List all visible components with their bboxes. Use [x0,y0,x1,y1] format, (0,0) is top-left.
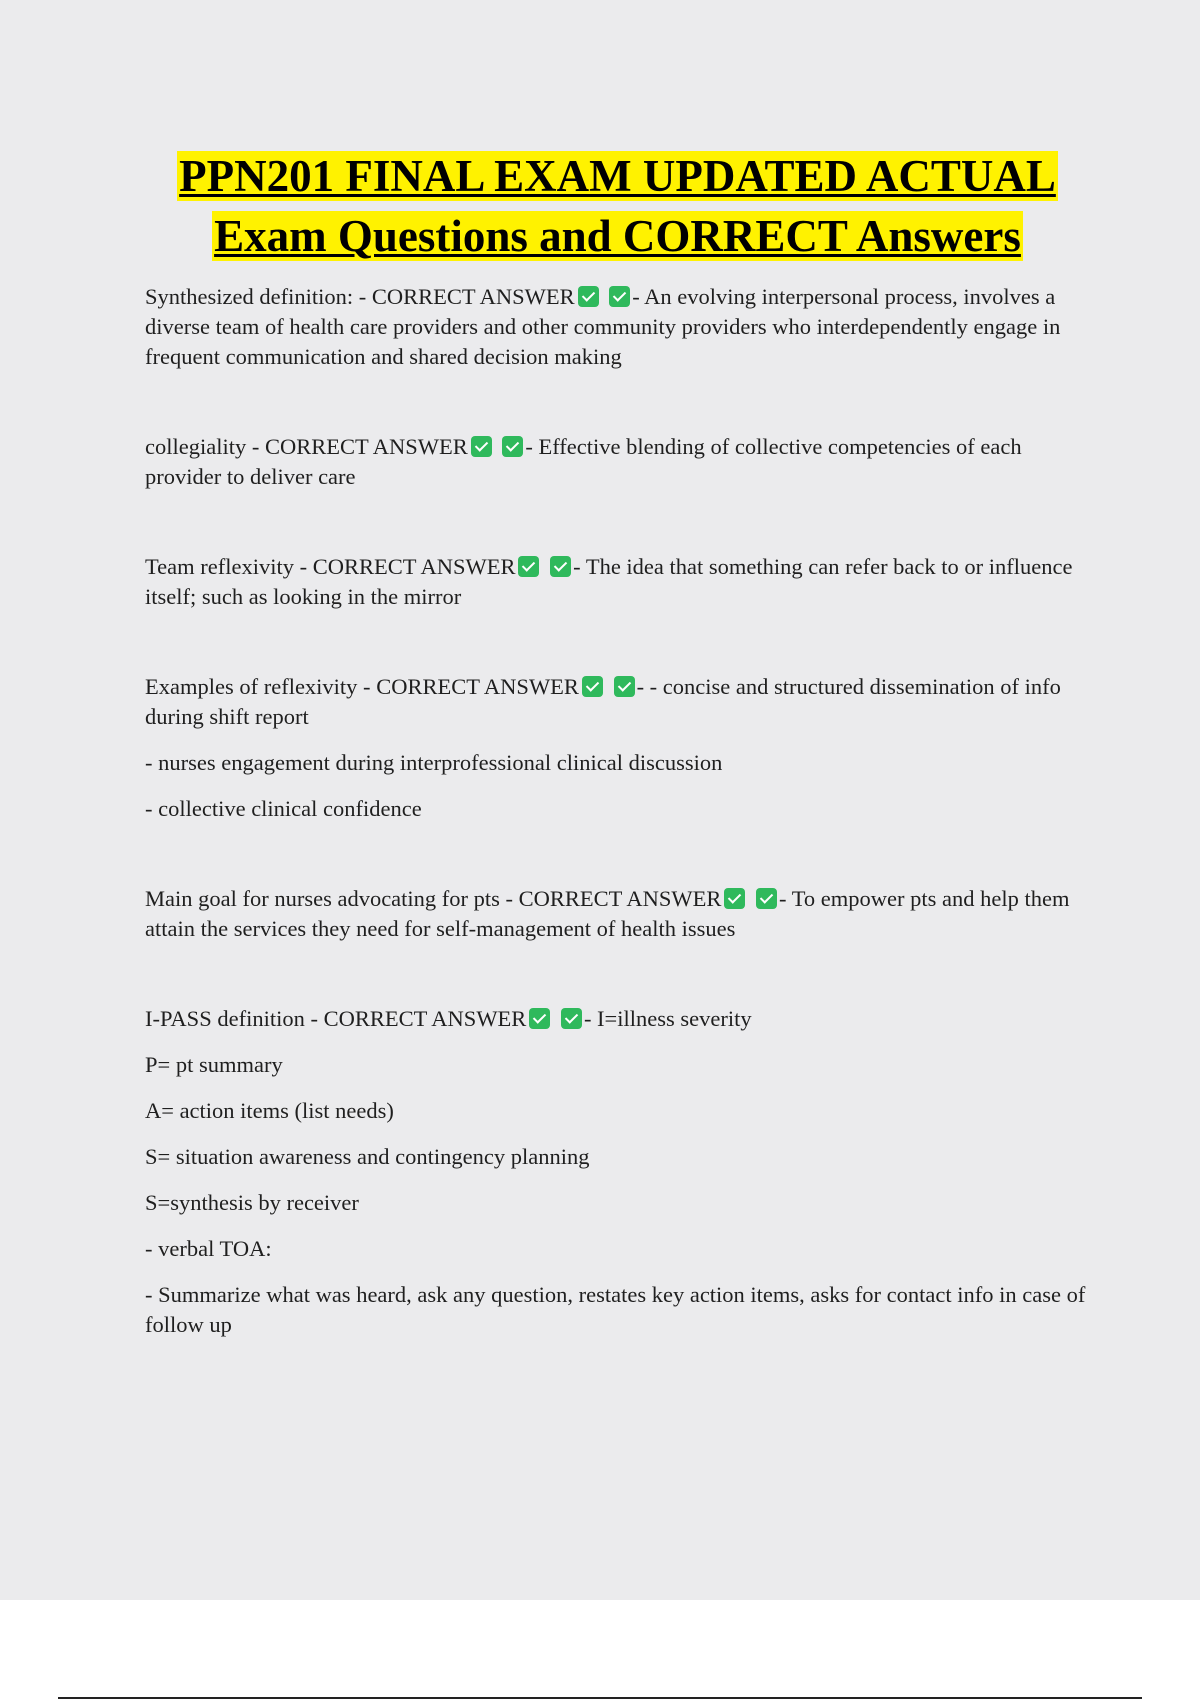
qa-term: Examples of reflexivity - [145,674,377,699]
qa-detail-line: - Summarize what was heard, ask any question, restates key action items, asks for contact info in case of follow up [145,1282,1086,1337]
correct-answer-marker: CORRECT ANSWER [518,886,722,911]
qa-detail-line: S= situation awareness and contingency planning [145,1144,590,1169]
title-line-2: Exam Questions and CORRECT Answers [214,211,1021,261]
qa-detail-line: - collective clinical confidence [145,796,422,821]
qa-question-line [145,282,1090,372]
qa-term: Synthesized definition: - [145,284,372,309]
correct-answer-marker: CORRECT ANSWER [323,1006,527,1031]
check-mark-icon [529,1008,550,1029]
qa-answer: - The idea that something can refer back to or influence itself; such as looking in the mirror [145,554,1073,609]
check-mark-icon [471,436,492,457]
correct-answer-marker: CORRECT ANSWER [371,284,575,309]
check-mark-icon [578,286,599,307]
qa-term: I-PASS definition - [145,1006,324,1031]
qa-detail-line: P= pt summary [145,1052,283,1077]
qa-entry [145,552,1090,612]
qa-term: Team reflexivity - [145,554,313,579]
qa-answer: - Effective blending of collective competencies of each provider to deliver care [145,434,1022,489]
qa-detail-line: A= action items (list needs) [145,1098,394,1123]
check-mark-icon [614,676,635,697]
check-mark-icon [502,436,523,457]
qa-question-line [145,672,1090,732]
qa-question-line [145,884,1090,944]
qa-question-line [145,432,1090,492]
correct-answer-marker: CORRECT ANSWER [264,434,468,459]
qa-term: Main goal for nurses advocating for pts - [145,886,519,911]
document-title [145,146,1090,266]
check-mark-icon [609,286,630,307]
qa-entry [145,884,1090,944]
check-mark-icon [756,888,777,909]
qa-entry [145,432,1090,492]
check-mark-icon [561,1008,582,1029]
qa-answer: - - concise and structured dissemination of info during shift report [145,674,1061,729]
qa-detail-line: - verbal TOA: [145,1236,272,1261]
qa-answer: - To empower pts and help them attain the services they need for self-management of health issues [145,886,1070,941]
check-mark-icon [582,676,603,697]
qa-answer: - An evolving interpersonal process, involves a diverse team of health care providers and other community providers who interdependently engage in frequent communication and shared decision making [145,284,1061,369]
qa-question-line [145,1004,1090,1034]
qa-entry [145,282,1090,372]
qa-answer: - I=illness severity [583,1006,752,1031]
check-mark-icon [518,556,539,577]
correct-answer-marker: CORRECT ANSWER [376,674,579,699]
check-mark-icon [550,556,571,577]
next-page-area [0,1600,1200,1700]
check-mark-icon [724,888,745,909]
qa-term: collegiality - [145,434,265,459]
qa-detail-line: S=synthesis by receiver [145,1190,359,1215]
qa-detail-line: - nurses engagement during interprofessional clinical discussion [145,750,723,775]
title-line-1: PPN201 FINAL EXAM UPDATED ACTUAL [179,151,1056,201]
page-divider [58,1697,1142,1699]
qa-question-line [145,552,1090,612]
correct-answer-marker: CORRECT ANSWER [312,554,516,579]
qa-entry [145,1004,1090,1340]
qa-entry [145,672,1090,824]
document-content [145,146,1090,1400]
